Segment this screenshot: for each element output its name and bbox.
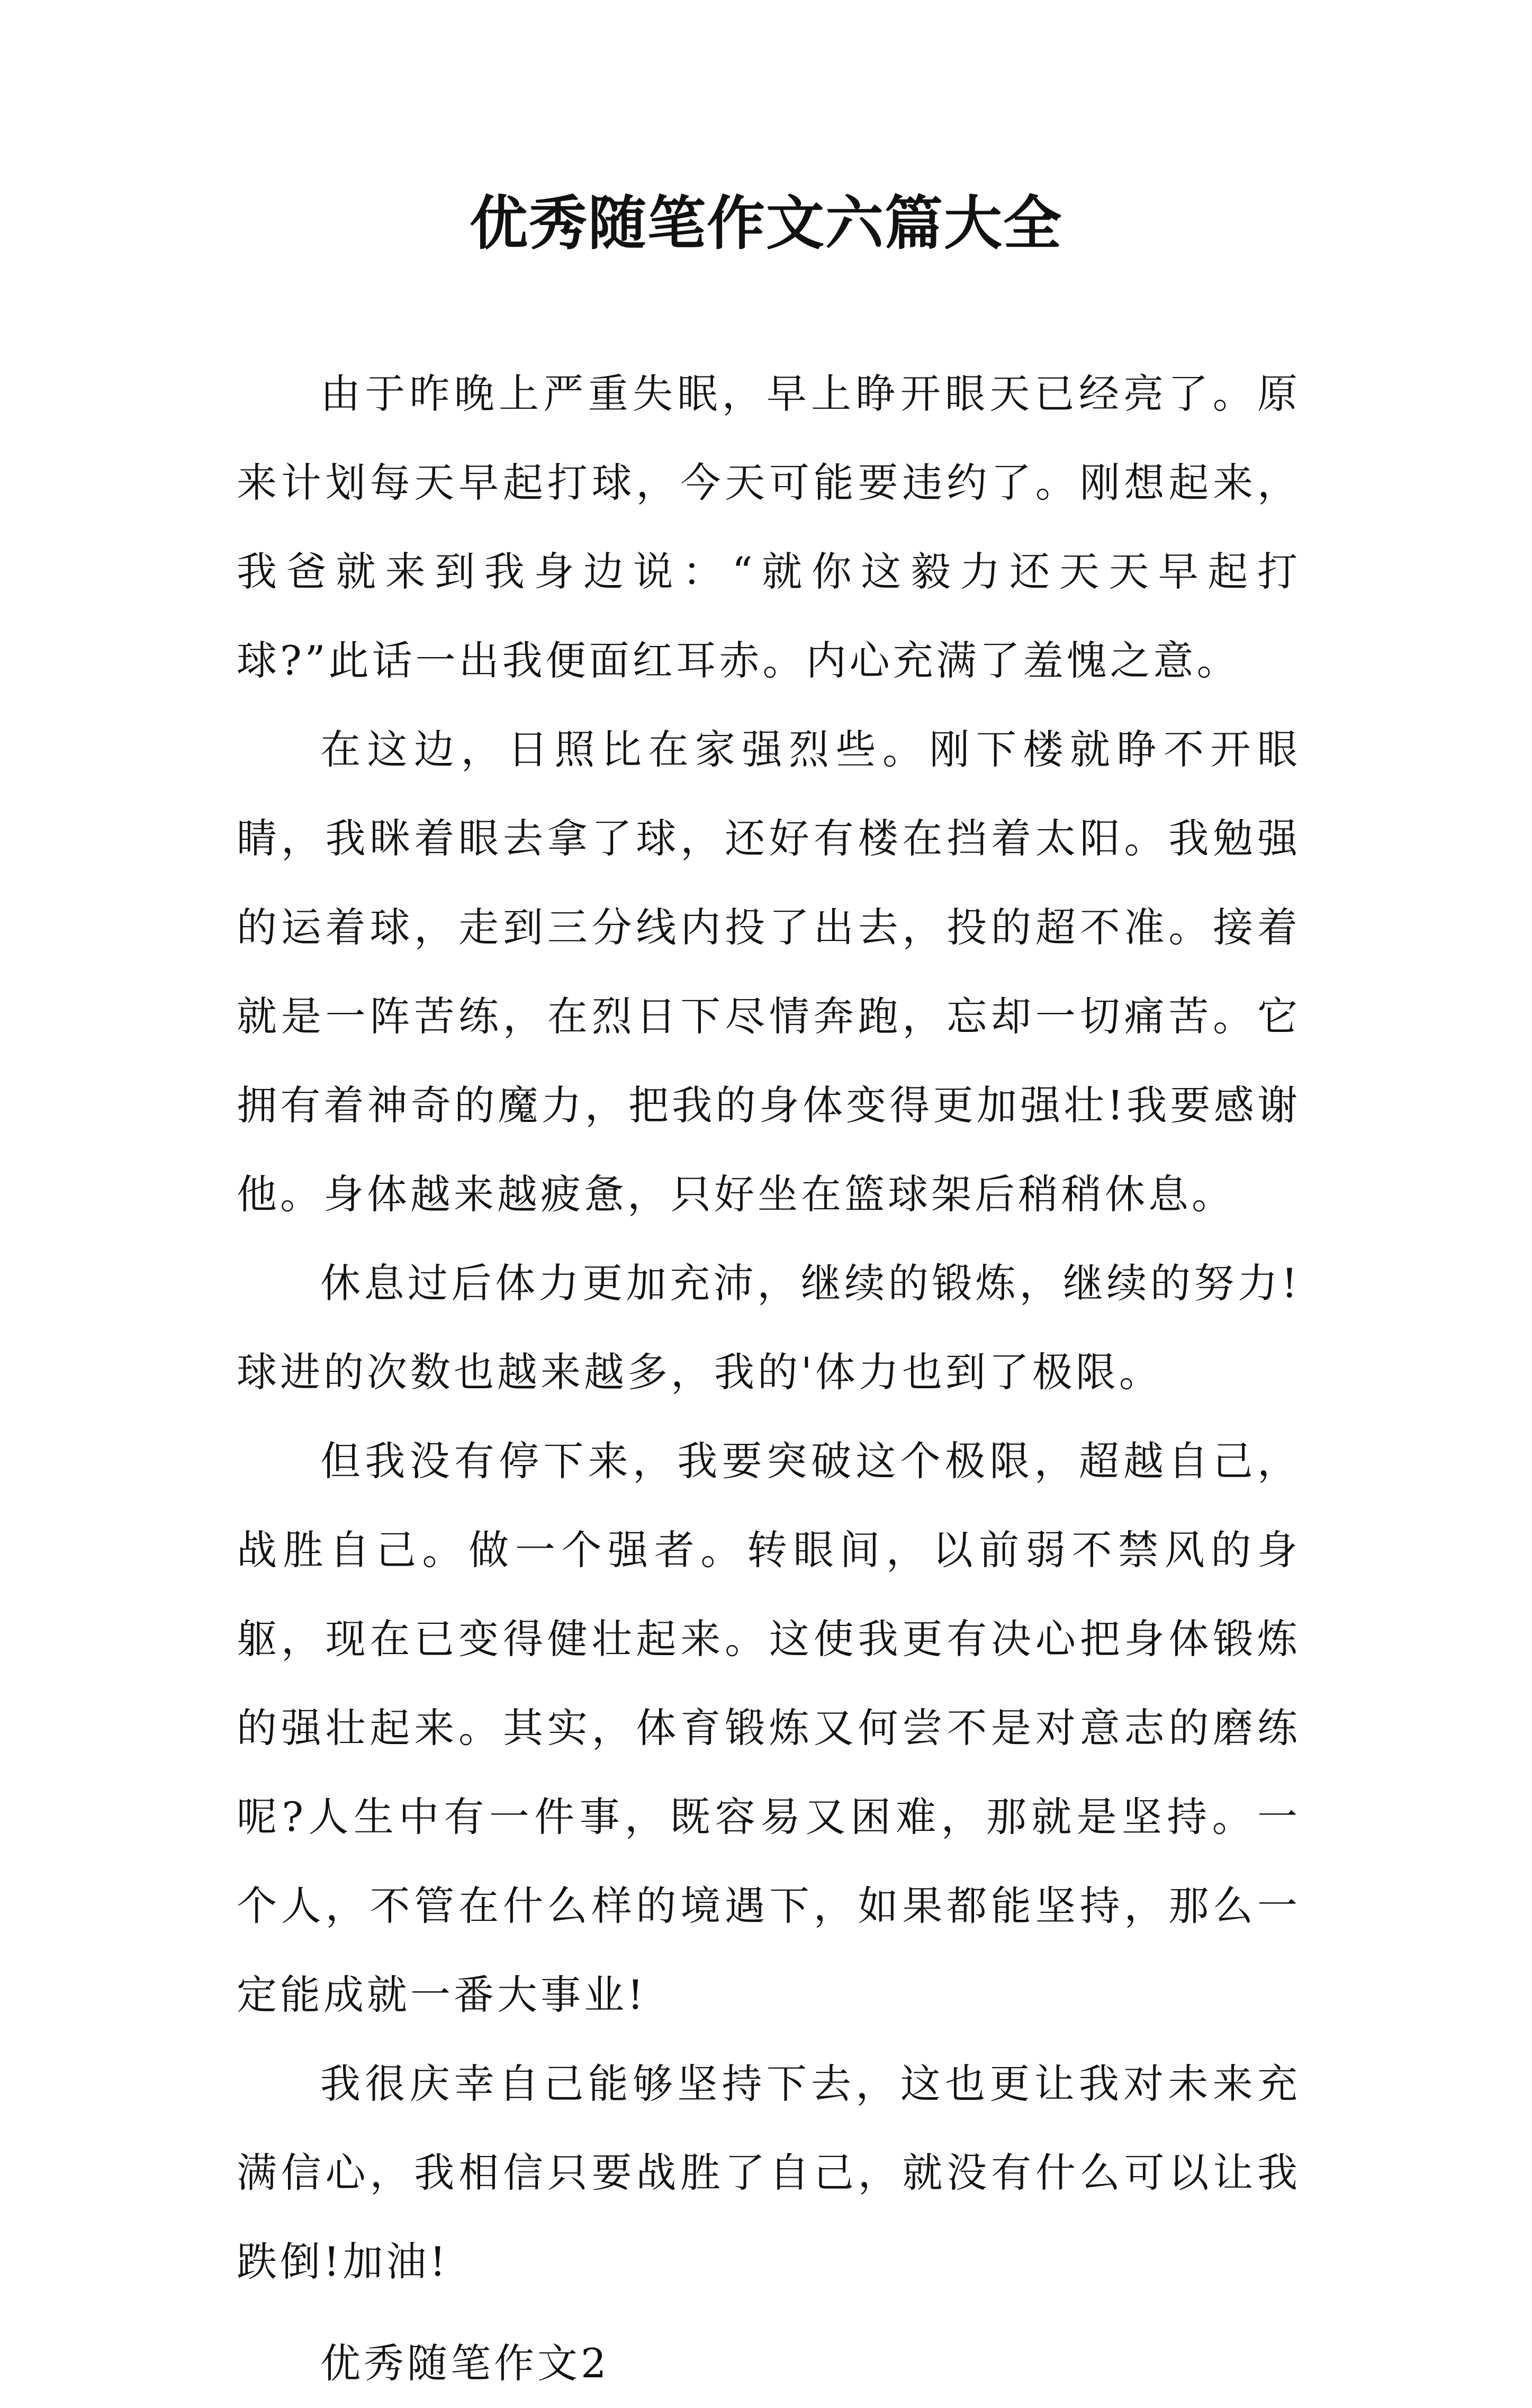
- section-heading: 优秀随笔作文2: [320, 2340, 610, 2387]
- paragraph-4: 但我没有停下来，我要突破这个极限，超越自己，战胜自己。做一个强者。转眼间，以前弱不禁风的身躯，现在已变得健壮起来。这使我更有决心把身体锻炼的强壮起来。其实，体育锻炼又何尝不是对意志的磨练呢?人生中有一件事，既容易又困难，那就是坚持。一个人，不管在什么样的境遇下，如果都能坚持，那么一定能成就一番大事业!: [237, 1437, 1301, 2018]
- paragraph-2: 在这边，日照比在家强烈些。刚下楼就睁不开眼睛，我眯着眼去拿了球，还好有楼在挡着太阳。我勉强的运着球，走到三分线内投了出去，投的超不准。接着就是一阵苦练，在烈日下尽情奔跑，忘却一切痛苦。它拥有着神奇的魔力，把我的身体变得更加强壮!我要感谢他。身体越来越疲惫，只好坐在篮球架后稍稍休息。: [237, 726, 1301, 1218]
- paragraph-1: 由于昨晚上严重失眠，早上睁开眼天已经亮了。原来计划每天早起打球，今天可能要违约了。刚想起来，我爸就来到我身边说：“就你这毅力还天天早起打球?”此话一出我便面红耳赤。内心充满了羞愧之意。: [237, 370, 1301, 684]
- document-title: 优秀随笔作文六篇大全: [470, 189, 1062, 257]
- document-body: [237, 349, 1301, 2408]
- paragraph-5: 我很庆幸自己能够坚持下去，这也更让我对未来充满信心，我相信只要战胜了自己，就没有什么可以让我跌倒!加油!: [237, 2060, 1301, 2285]
- paragraph-3: 休息过后体力更加充沛，继续的锻炼，继续的努力!球进的次数也越来越多，我的'体力也到了极限。: [237, 1260, 1301, 1396]
